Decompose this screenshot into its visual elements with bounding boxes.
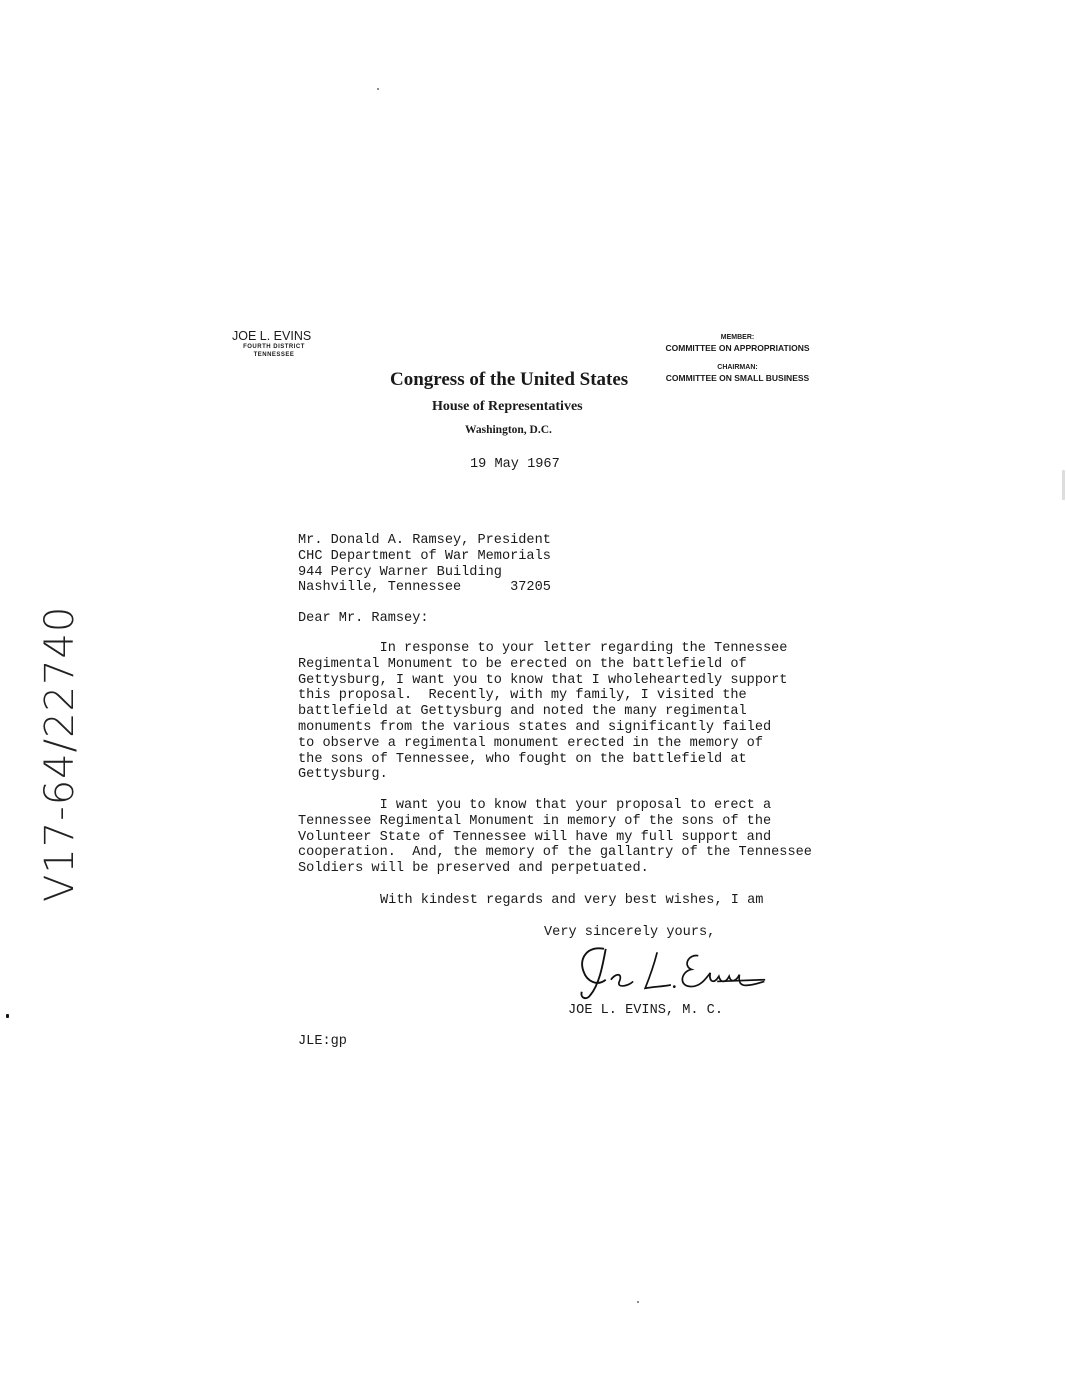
body-line: Gettysburg, I want you to know that I wholeheartedly support — [298, 672, 788, 688]
address-line: CHC Department of War Memorials — [298, 548, 551, 564]
paragraph-1 — [298, 641, 787, 783]
body-line: I want you to know that your proposal to erect a — [298, 798, 772, 813]
scan-speck — [6, 1014, 9, 1018]
body-line: Volunteer State of Tennessee will have my full support and — [298, 829, 772, 845]
chairman-committee: COMMITTEE ON SMALL BUSINESS — [665, 373, 810, 383]
typist-initials: JLE:gp — [298, 1034, 347, 1049]
handwritten-signature — [555, 942, 785, 1002]
letterhead-title: Congress of the United States — [390, 369, 629, 390]
body-line: Regimental Monument to be erected on the battlefield of — [298, 656, 747, 672]
salutation: Dear Mr. Ramsey: — [298, 611, 429, 626]
letter-date: 19 May 1967 — [470, 457, 560, 472]
body-line: Tennessee Regimental Monument in memory of the sons of the — [298, 813, 772, 829]
letterhead-city: Washington, D.C. — [465, 424, 552, 436]
member-label: MEMBER: — [720, 334, 755, 341]
scan-speck — [377, 88, 379, 90]
margin-note: V17-64/22740 — [37, 605, 83, 902]
body-line: cooperation. And, the memory of the gallantry of the Tennessee — [298, 845, 812, 861]
body-line: to observe a regimental monument erected in the memory of — [298, 735, 763, 751]
body-line: the sons of Tennessee, who fought on the battlefield at — [298, 751, 747, 767]
address-line: Nashville, Tennessee 37205 — [298, 580, 551, 596]
address-line: Mr. Donald A. Ramsey, President — [298, 533, 551, 548]
scan-speck — [637, 1301, 639, 1303]
paragraph-2 — [298, 798, 812, 877]
body-line: Gettysburg. — [298, 767, 388, 783]
valediction: Very sincerely yours, — [544, 925, 716, 940]
member-committee: COMMITTEE ON APPROPRIATIONS — [665, 343, 810, 353]
recipient-address — [298, 533, 551, 596]
body-line: Soldiers will be preserved and perpetuated. — [298, 861, 649, 877]
scan-edge — [1062, 470, 1065, 500]
body-line: In response to your letter regarding the Tennessee — [298, 641, 788, 656]
letterhead-subtitle: House of Representatives — [432, 399, 583, 414]
closing-line: With kindest regards and very best wishes, I am — [380, 893, 764, 908]
signer-name: JOE L. EVINS, M. C. — [568, 1003, 723, 1018]
letterhead-state: TENNESSEE — [253, 352, 295, 358]
letterhead-name: JOE L. EVINS — [232, 329, 312, 343]
body-line: battlefield at Gettysburg and noted the many regimental — [298, 704, 747, 720]
body-line: monuments from the various states and significantly failed — [298, 719, 772, 735]
body-line: this proposal. Recently, with my family, I visited the — [298, 688, 747, 704]
chairman-label: CHAIRMAN: — [717, 364, 758, 371]
address-line: 944 Percy Warner Building — [298, 564, 502, 580]
letterhead-district: FOURTH DISTRICT — [243, 344, 305, 350]
